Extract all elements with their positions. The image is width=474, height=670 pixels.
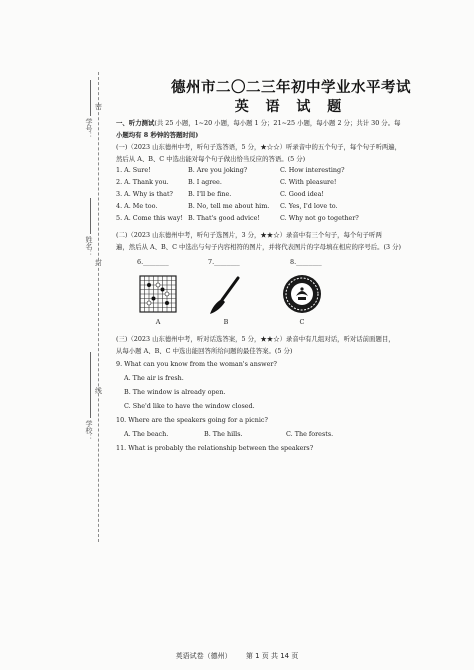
question-11: 11. What is probably the relationship between the speakers?	[116, 444, 314, 452]
part1-intro-2: 然后从 A、B、C 中选出能对每个句子做出恰当反应的答语。(5 分)	[116, 155, 306, 163]
seal-line	[98, 72, 99, 542]
footer-paper-title: 英语试卷（德州）	[175, 652, 232, 660]
school-underline	[90, 352, 91, 418]
q10-option-a: A. The beach.	[124, 430, 169, 438]
q2-option-b: B. I agree.	[188, 178, 222, 186]
q5-option-c: C. Why not go together?	[280, 214, 359, 222]
q7-blank: 7.________	[208, 258, 240, 266]
question-9: 9. What can you know from the woman's answer?	[116, 360, 277, 368]
page-footer	[0, 651, 474, 661]
school-label: 学校：	[85, 420, 93, 441]
q9-option-a: A. The air is fresh.	[124, 374, 184, 382]
exam-number-label: 学号：	[85, 118, 93, 139]
q10-option-b: B. The hills.	[204, 430, 243, 438]
seal-mark-xian: 线	[95, 387, 102, 395]
part2-intro-2: 遍，然后从 A、B、C 中选出与句子内容相符的图片，并将代表图片的字母填在相应的序号后。(3 分)	[116, 243, 401, 251]
q9-option-c: C. She'd like to have the window closed.	[124, 402, 255, 410]
q1-option-b: B. Are you joking?	[188, 166, 248, 174]
question-10: 10. Where are the speakers going for a picnic?	[116, 416, 268, 424]
exam-subtitle: 英 语 试 题	[234, 99, 348, 115]
paper-cut-emblem-icon	[280, 272, 324, 316]
section-heading	[116, 118, 400, 127]
footer-page-number: 第 1 页 共 14 页	[245, 652, 299, 660]
part2-intro: (二)（2023 山东德州中考，听句子选图片，3 分，★★☆）录音中有三个句子，每个句子听两	[116, 231, 382, 239]
q5-option-a: 5. A. Come this way!	[116, 214, 183, 222]
chinese-chess-board-icon	[136, 272, 180, 316]
q2-option-a: 2. A. Thank you.	[116, 178, 169, 186]
exam-number-underline	[90, 80, 91, 116]
picture-a-label: A	[155, 318, 161, 326]
seal-mark-feng: 封	[95, 259, 102, 267]
exam-title: 德州市二〇二三年初中学业水平考试	[171, 79, 411, 96]
section-heading-bold: 一、听力测试	[116, 119, 155, 127]
q1-option-c: C. How interesting?	[280, 166, 345, 174]
picture-c-label: C	[299, 318, 305, 326]
q3-option-c: C. Good idea!	[280, 190, 324, 198]
name-label: 姓名：	[85, 236, 93, 257]
seal-mark-mi: 密	[95, 103, 102, 111]
part3-intro-2: 从每小题 A、B、C 中选出能回答所给问题的最佳答案。(5 分)	[116, 347, 293, 355]
q3-option-b: B. I'll be fine.	[188, 190, 232, 198]
q3-option-a: 3. A. Why is that?	[116, 190, 173, 198]
section-heading-line2: 小题均有 8 秒钟的答题时间)	[116, 131, 199, 139]
q10-option-c: C. The forests.	[286, 430, 334, 438]
q4-option-a: 4. A. Me too.	[116, 202, 158, 210]
picture-b-label: B	[223, 318, 229, 326]
q8-blank: 8.________	[290, 258, 322, 266]
name-underline	[90, 198, 91, 234]
q4-option-c: C. Yes, I'd love to.	[280, 202, 338, 210]
q9-option-b: B. The window is already open.	[124, 388, 226, 396]
calligraphy-brush-icon	[204, 272, 248, 316]
part1-intro: (一)（2023 山东德州中考，听句子选答语，5 分，★☆☆）听录音中的五个句子，每个句子听两遍，	[116, 143, 402, 151]
q6-blank: 6.________	[137, 258, 169, 266]
q4-option-b: B. No, tell me about him.	[188, 202, 270, 210]
q5-option-b: B. That's good advice!	[188, 214, 260, 222]
q1-option-a: 1. A. Sure!	[116, 166, 151, 174]
part3-intro: (三)（2023 山东德州中考，听对话选答案，5 分，★★☆）录音中有几组对话，听对话前面题目，	[116, 335, 395, 343]
section-heading-rest: (共 25 小题，1~20 小题，每小题 1 分；21~25 小题，每小题 2 分；共计 30 分。每	[154, 119, 401, 127]
q2-option-c: C. With pleasure!	[280, 178, 337, 186]
